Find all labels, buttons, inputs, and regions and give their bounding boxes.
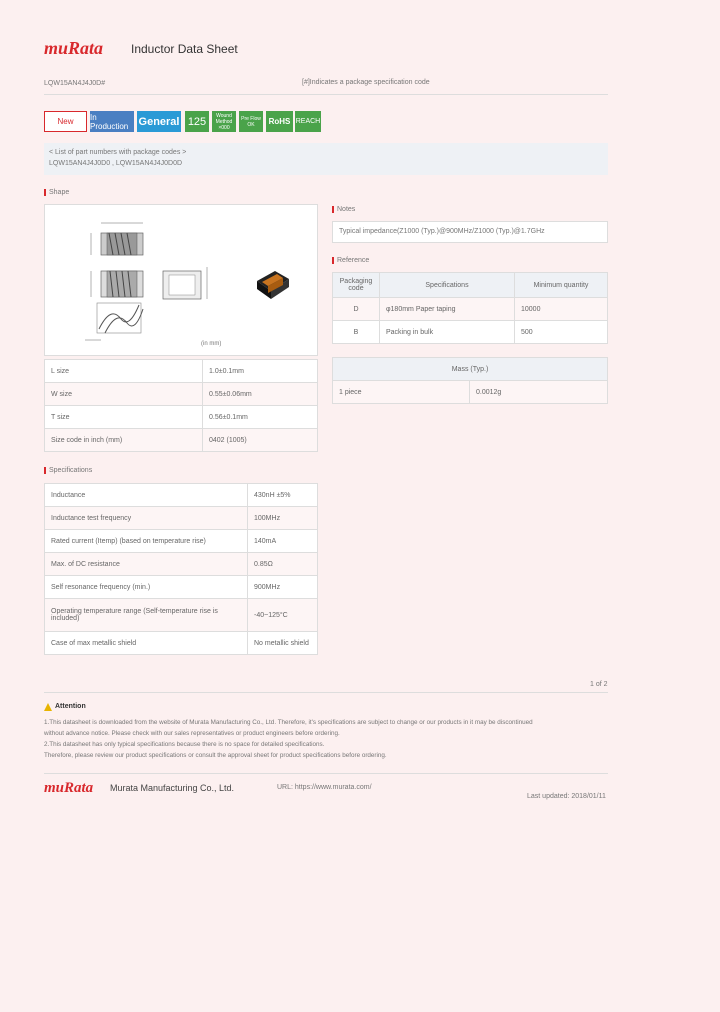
company-name: Murata Manufacturing Co., Ltd.	[110, 783, 235, 793]
table-row: 1 piece 0.0012g	[333, 381, 608, 404]
badge-reflow: Pre Flow OK	[239, 111, 263, 132]
part-list-items[interactable]: LQW15AN4J4J0D0 , LQW15AN4J4J0D0D	[49, 160, 183, 167]
shape-unit: (in mm)	[201, 341, 222, 347]
attention-title: Attention	[55, 703, 86, 710]
table-row: B Packing in bulk 500	[333, 321, 608, 344]
attention-line-4: Therefore, please review our product specifications or consult the approval sheet for product specifications before ordering.	[44, 752, 387, 759]
part-number: LQW15AN4J4J0D#	[44, 80, 106, 87]
table-row: Inductance 430nH ±5%	[45, 484, 318, 507]
footer-logo: muRata	[44, 780, 94, 796]
table-row: D φ180mm Paper taping 10000	[333, 298, 608, 321]
notes-section-label: Notes	[332, 206, 355, 213]
reference-table	[332, 272, 608, 344]
badge-general: General	[137, 111, 181, 132]
table-row: Size code in inch (mm) 0402 (1005)	[45, 429, 318, 452]
reference-section-label: Reference	[332, 257, 369, 264]
table-row: Inductance test frequency 100MHz	[45, 507, 318, 530]
company-url[interactable]: URL: https://www.murata.com/	[277, 784, 372, 791]
attention-line-1: 1.This datasheet is downloaded from the website of Murata Manufacturing Co., Ltd. Therefore, it's specifications are subject to change or our products in it may be discontinued	[44, 719, 533, 726]
table-row: Mass (Typ.)	[333, 358, 608, 381]
badge-reach: REACH	[295, 111, 321, 132]
murata-logo: muRata	[44, 38, 104, 58]
mass-table	[332, 357, 608, 404]
table-row: T size 0.56±0.1mm	[45, 406, 318, 429]
table-row: Case of max metallic shield No metallic shield	[45, 632, 318, 655]
page-number: 1 of 2	[590, 681, 608, 688]
specifications-section-label: Specifications	[44, 467, 92, 474]
table-row: Self resonance frequency (min.) 900MHz	[45, 576, 318, 599]
table-row: W size 0.55±0.06mm	[45, 383, 318, 406]
attention-line-2: without advance notice. Please check with our sales representatives or product engineers before ordering.	[44, 730, 340, 737]
table-row: Rated current (Itemp) (based on temperature rise) 140mA	[45, 530, 318, 553]
part-list-box	[44, 143, 608, 175]
warning-icon	[44, 703, 52, 711]
badge-new: New	[44, 111, 87, 132]
shape-section-label: Shape	[44, 189, 69, 196]
last-updated: Last updated: 2018/01/11	[527, 793, 606, 800]
attention-line-3: 2.This datasheet has only typical specifications because there is no space for detailed specifications.	[44, 741, 325, 748]
notes-box: Typical impedance(Z1000 (Typ.)@900MHz/Z1000 (Typ.)@1.7GHz	[332, 221, 608, 243]
table-row: L size 1.0±0.1mm	[45, 360, 318, 383]
part-list-label: < List of part numbers with package codes >	[49, 149, 187, 156]
table-row: Max. of DC resistance 0.85Ω	[45, 553, 318, 576]
badge-rohs: RoHS	[266, 111, 293, 132]
badge-125: 125	[185, 111, 209, 132]
specifications-table	[44, 483, 318, 655]
badge-in-production: In Production	[90, 111, 134, 132]
dimension-drawing	[45, 205, 317, 355]
table-row: Operating temperature range (Self-temperature rise is included) -40~125°C	[45, 599, 318, 632]
package-note: [#]Indicates a package specification code	[302, 79, 430, 86]
shape-drawing-box	[44, 204, 318, 356]
badge-wound: Wound Method ×000	[212, 111, 236, 132]
table-row: Packaging code Specifications Minimum quantity	[333, 273, 608, 298]
page-title: Inductor Data Sheet	[131, 42, 238, 56]
dimension-table	[44, 359, 318, 452]
